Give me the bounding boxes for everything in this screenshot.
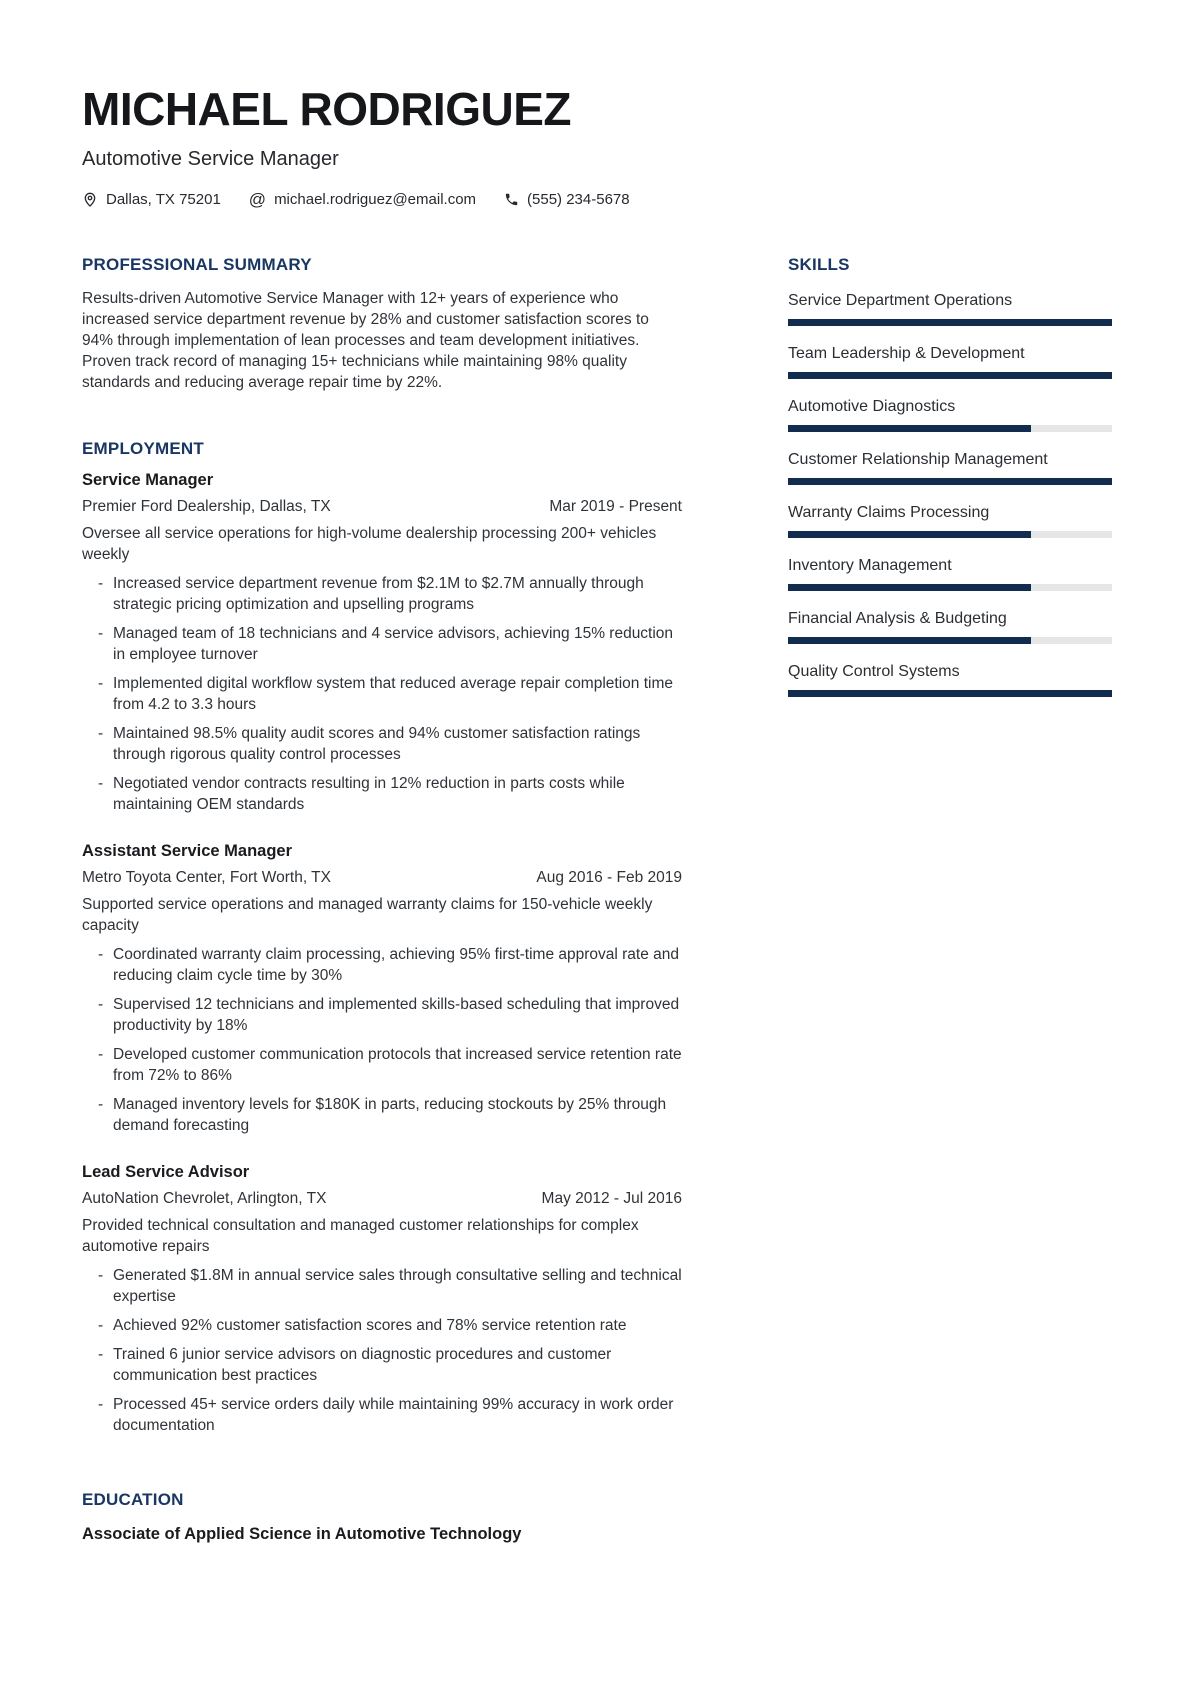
skill-bar-track bbox=[788, 319, 1112, 326]
education-section-heading: EDUCATION bbox=[82, 1490, 184, 1509]
skill-label: Financial Analysis & Budgeting bbox=[788, 610, 1007, 627]
skill-label: Customer Relationship Management bbox=[788, 451, 1048, 468]
location-pin-icon bbox=[82, 192, 98, 208]
job-meta-row bbox=[82, 869, 682, 887]
skill-bar-track bbox=[788, 478, 1112, 485]
skill-label: Quality Control Systems bbox=[788, 663, 960, 680]
job-description: Provided technical consultation and managed customer relationships for complex automotive repairs bbox=[82, 1217, 639, 1255]
job-title: Lead Service Advisor bbox=[82, 1163, 250, 1181]
resume-header bbox=[82, 83, 1112, 209]
job-entry bbox=[82, 471, 682, 815]
education-degree: Associate of Applied Science in Automotive Technology bbox=[82, 1525, 522, 1543]
job-company: Metro Toyota Center, Fort Worth, TX bbox=[82, 869, 331, 886]
job-description: Supported service operations and managed warranty claims for 150-vehicle weekly capacity bbox=[82, 896, 653, 934]
summary-section bbox=[82, 255, 682, 393]
employment-section bbox=[82, 439, 682, 1436]
employment-section-heading: EMPLOYMENT bbox=[82, 439, 204, 458]
contact-phone bbox=[504, 191, 630, 208]
contact-email-text: michael.rodriguez@email.com bbox=[274, 191, 477, 208]
job-company: Premier Ford Dealership, Dallas, TX bbox=[82, 498, 331, 515]
skill-bar-track bbox=[788, 531, 1112, 538]
job-bullet: - Developed customer communication protocols that increased service retention rate from 72% to 86% bbox=[82, 1044, 682, 1086]
job-description: Oversee all service operations for high-volume dealership processing 200+ vehicles weekly bbox=[82, 525, 657, 563]
person-name: MICHAEL RODRIGUEZ bbox=[82, 83, 571, 135]
skill-bar-fill bbox=[788, 372, 1112, 379]
skill-item bbox=[788, 610, 1112, 644]
skill-bar-fill bbox=[788, 478, 1112, 485]
job-bullet: - Generated $1.8M in annual service sales through consultative selling and technical expertise bbox=[82, 1265, 682, 1307]
skill-item bbox=[788, 557, 1112, 591]
skill-label: Service Department Operations bbox=[788, 292, 1013, 309]
skill-bar-fill bbox=[788, 319, 1112, 326]
skill-label: Warranty Claims Processing bbox=[788, 504, 990, 521]
skills-sidebar bbox=[788, 255, 1112, 1544]
skills-section-heading: SKILLS bbox=[788, 255, 850, 274]
skill-bar-fill bbox=[788, 637, 1031, 644]
skill-bar-fill bbox=[788, 425, 1031, 432]
skill-bar-fill bbox=[788, 584, 1031, 591]
skill-bar-fill bbox=[788, 690, 1112, 697]
skill-item bbox=[788, 504, 1112, 538]
job-bullet: - Implemented digital workflow system that reduced average repair completion time from 4.2 to 3.3 hours bbox=[82, 673, 682, 715]
summary-section-heading: PROFESSIONAL SUMMARY bbox=[82, 255, 312, 274]
job-dates: May 2012 - Jul 2016 bbox=[541, 1190, 682, 1207]
skill-bar-track bbox=[788, 425, 1112, 432]
job-bullet-list bbox=[82, 573, 682, 815]
contact-row bbox=[82, 191, 1112, 208]
job-dates: Aug 2016 - Feb 2019 bbox=[536, 869, 682, 886]
job-bullet-list bbox=[82, 1265, 682, 1436]
job-meta-row bbox=[82, 498, 682, 516]
skill-bar-track bbox=[788, 584, 1112, 591]
job-bullet: - Supervised 12 technicians and implemented skills-based scheduling that improved productivity by 18% bbox=[82, 994, 682, 1036]
skill-label: Team Leadership & Development bbox=[788, 345, 1025, 362]
job-bullet: - Coordinated warranty claim processing, achieving 95% first-time approval rate and reducing claim cycle time by 30% bbox=[82, 944, 682, 986]
job-bullet-list bbox=[82, 944, 682, 1136]
skill-item bbox=[788, 451, 1112, 485]
job-bullet: - Processed 45+ service orders daily while maintaining 99% accuracy in work order documentation bbox=[82, 1394, 682, 1436]
at-sign-icon: @ bbox=[248, 190, 267, 209]
skill-bar-track bbox=[788, 690, 1112, 697]
main-column bbox=[82, 255, 682, 1544]
job-bullet: - Negotiated vendor contracts resulting in 12% reduction in parts costs while maintaining OEM standards bbox=[82, 773, 682, 815]
job-dates: Mar 2019 - Present bbox=[549, 498, 682, 515]
skill-list bbox=[788, 292, 1112, 697]
contact-email bbox=[249, 191, 476, 208]
skill-item bbox=[788, 292, 1112, 326]
skill-bar-track bbox=[788, 637, 1112, 644]
contact-location bbox=[82, 191, 221, 208]
skill-item bbox=[788, 345, 1112, 379]
job-entry bbox=[82, 1163, 682, 1436]
job-bullet: - Managed inventory levels for $180K in parts, reducing stockouts by 25% through demand forecasting bbox=[82, 1094, 682, 1136]
contact-phone-text: (555) 234-5678 bbox=[527, 191, 630, 208]
skill-label: Automotive Diagnostics bbox=[788, 398, 956, 415]
skill-bar-fill bbox=[788, 531, 1031, 538]
education-section bbox=[82, 1490, 682, 1544]
job-bullet: - Achieved 92% customer satisfaction scores and 78% service retention rate bbox=[82, 1315, 682, 1336]
person-job-title: Automotive Service Manager bbox=[82, 148, 339, 170]
skill-bar-track bbox=[788, 372, 1112, 379]
job-list bbox=[82, 471, 682, 1436]
content-columns bbox=[82, 255, 1112, 1544]
skill-item bbox=[788, 663, 1112, 697]
summary-text: Results-driven Automotive Service Manager with 12+ years of experience who increased service department revenue by 28% and customer satisfaction scores to 94% through implementation of lean processes and team development initiatives. Proven track record of managing 15+ technicians while maintaining 98% quality standards and reducing average repair time by 22%. bbox=[82, 290, 649, 391]
job-entry bbox=[82, 842, 682, 1136]
phone-icon bbox=[504, 192, 519, 207]
job-bullet: - Maintained 98.5% quality audit scores and 94% customer satisfaction ratings through rigorous quality control processes bbox=[82, 723, 682, 765]
job-bullet: - Managed team of 18 technicians and 4 service advisors, achieving 15% reduction in employee turnover bbox=[82, 623, 682, 665]
skill-label: Inventory Management bbox=[788, 557, 952, 574]
job-title: Assistant Service Manager bbox=[82, 842, 293, 860]
skill-item bbox=[788, 398, 1112, 432]
job-title: Service Manager bbox=[82, 471, 214, 489]
job-company: AutoNation Chevrolet, Arlington, TX bbox=[82, 1190, 327, 1207]
job-bullet: - Trained 6 junior service advisors on diagnostic procedures and customer communication best practices bbox=[82, 1344, 682, 1386]
contact-location-text: Dallas, TX 75201 bbox=[106, 191, 221, 208]
job-meta-row bbox=[82, 1190, 682, 1208]
job-bullet: - Increased service department revenue from $2.1M to $2.7M annually through strategic pricing optimization and upselling programs bbox=[82, 573, 682, 615]
